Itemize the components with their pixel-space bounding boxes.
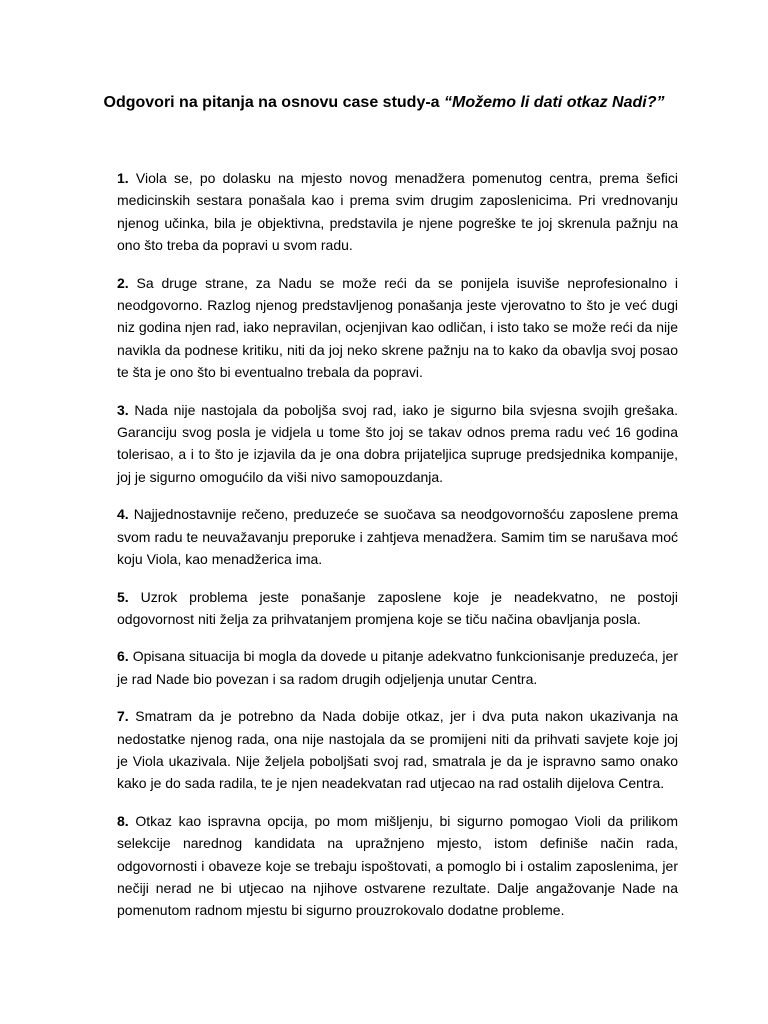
document-body xyxy=(117,167,678,937)
paragraph-text: Uzrok problema jeste ponašanje zaposlene koje je neadekvatno, ne postoji odgovornost niti želja za prihvatanjem promjena koje se tiču načina obavljanja posla. xyxy=(117,588,678,627)
paragraph-number: 2. xyxy=(117,274,129,291)
paragraph-number: 4. xyxy=(117,506,129,523)
paragraph-text: Opisana situacija bi mogla da dovede u pitanje adekvatno funkcionisanje preduzeća, jer je rad Nade bio povezan i sa radom drugih odjeljenja unutar Centra. xyxy=(117,648,678,687)
paragraph-text: Viola se, po dolasku na mjesto novog menadžera pomenutog centra, prema šefici medicinskih sestara ponašala kao i prema svim drugim zaposlenicima. Pri vrednovanju njenog učinka, bila je objektivna, predstavila je njene pogreške te joj skrenula pažnju na ono što treba da popravi u svom radu. xyxy=(117,170,678,254)
paragraph-3 xyxy=(117,399,678,489)
paragraph-number: 1. xyxy=(117,170,129,186)
paragraph-4 xyxy=(117,503,678,570)
title-case-study-name: “Možemo li dati otkaz Nadi?” xyxy=(444,94,665,111)
paragraph-number: 3. xyxy=(117,401,129,418)
title-text: Odgovori na pitanja na osnovu case study-a xyxy=(103,94,445,111)
paragraph-number: 7. xyxy=(117,708,129,725)
paragraph-8 xyxy=(117,810,678,922)
paragraph-text: Smatram da je potrebno da Nada dobije otkaz, jer i dva puta nakon ukazivanja na nedostatke njenog rada, ona nije nastojala da se promijeni niti da prihvati savjete koje joj je Viola ukazivala. Nije željela poboljšati svoj rad, smatrala je da je ispravno samo onako kako je do sada radila, te je njen neadekvatan rad utjecao na rad ostalih dijelova Centra. xyxy=(117,708,678,792)
paragraph-text: Sa druge strane, za Nadu se može reći da se ponijela isuviše neprofesionalno i neodgovorno. Razlog njenog predstavljenog ponašanja jeste vjerovatno to što je već dugi niz godina njen rad, iako nepravilan, ocjenjivan kao odličan, i isto tako se može reći da nije navikla da podnese kritiku, niti da joj neko skrene pažnju na to kako da obavlja svoj posao te šta je ono što bi eventualno trebala da popravi. xyxy=(117,274,678,381)
paragraph-text: Najjednostavnije rečeno, preduzeće se suočava sa neodgovornošću zaposlene prema svom radu te neuvažavanju preporuke i zahtjeva menadžera. Samim tim se narušava moć koju Viola, kao menadžerica ima. xyxy=(117,506,678,568)
paragraph-text: Otkaz kao ispravna opcija, po mom mišljenju, bi sigurno pomogao Violi da prilikom selekcije narednog kandidata na upražnjeno mjesto, istom definiše način rada, odgovornosti i obaveze koje se trebaju ispoštovati, a pomoglo bi i ostalim zaposlenima, jer nečiji nerad ne bi utjecao na njihove ostvarene rezultate. Dalje angažovanje Nade na pomenutom radnom mjestu bi sigurno prouzrokovalo dodatne probleme. xyxy=(117,812,678,919)
paragraph-number: 8. xyxy=(117,812,129,829)
paragraph-2 xyxy=(117,272,678,384)
paragraph-number: 6. xyxy=(117,648,129,665)
paragraph-5 xyxy=(117,586,678,631)
paragraph-text: Nada nije nastojala da poboljša svoj rad, iako je sigurno bila svjesna svojih grešaka. Garanciju svog posla je vidjela u tome što joj se takav odnos prema radu već 16 godina tolerisao, a i to što je izjavila da je ona dobra prijateljica supruge predsjednika kompanije, joj je sigurno omogućilo da viši nivo samopouzdanja. xyxy=(117,401,678,485)
page-title xyxy=(0,92,768,114)
paragraph-7 xyxy=(117,705,678,795)
paragraph-6 xyxy=(117,645,678,690)
paragraph-1 xyxy=(117,167,678,257)
paragraph-number: 5. xyxy=(117,588,129,605)
